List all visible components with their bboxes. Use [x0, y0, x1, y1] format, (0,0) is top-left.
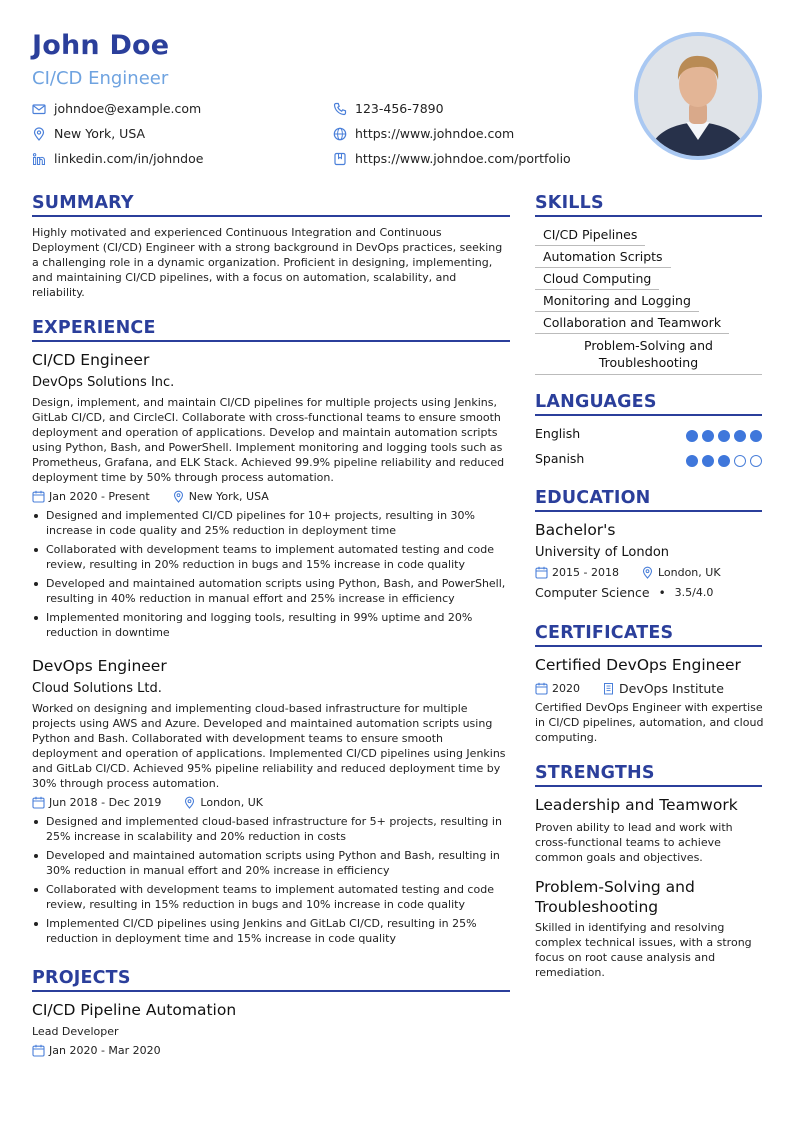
candidate-name: John Doe — [32, 30, 170, 61]
education-location: London, UK — [657, 566, 721, 579]
education-gpa: 3.5/4.0 — [674, 586, 714, 599]
job-dates: Jan 2020 - Present — [49, 490, 150, 503]
education-divider — [535, 510, 762, 512]
job-company: Cloud Solutions Ltd. — [32, 681, 162, 696]
rating-dot-filled — [702, 430, 714, 442]
skills-heading: SKILLS — [535, 193, 604, 213]
skill-tag: Automation Scripts — [535, 249, 671, 268]
contact-email[interactable] — [32, 101, 201, 116]
rating-dot-empty — [750, 455, 762, 467]
job-description: Worked on designing and implementing cloud-based infrastructure for multiple projects using AWS and Azure. Developed and maintained automation scripts using Python and Bash. Collaborated with development teams to ensure smooth deployment and operation of applications. Implemented CI/CD pipelines using Jenkins and GitLab CI/CD. Achieved 95% pipeline reliability and reduced deployment time by 30% through process automation. — [32, 702, 506, 790]
language-rating — [686, 455, 762, 467]
map-pin-icon — [172, 490, 185, 503]
map-pin-icon — [183, 796, 196, 809]
languages-divider — [535, 414, 762, 416]
calendar-icon — [32, 796, 45, 809]
list-item: Developed and maintained automation scripts using Python, Bash, and PowerShell, resulting in 40% reduction in manual effort and 25% increase in efficiency — [32, 576, 514, 606]
linkedin-icon — [32, 152, 46, 166]
strengths-heading: STRENGTHS — [535, 763, 655, 783]
calendar-icon — [32, 490, 45, 503]
project-meta — [32, 1044, 161, 1057]
contact-phone[interactable] — [333, 101, 444, 116]
skill-tag: Cloud Computing — [535, 271, 659, 290]
strengths-divider — [535, 785, 762, 787]
strength-title: Leadership and Teamwork — [535, 796, 738, 814]
calendar-icon — [535, 682, 548, 695]
job-location: London, UK — [200, 796, 264, 809]
map-pin-icon — [641, 566, 654, 579]
job-dates: Jun 2018 - Dec 2019 — [49, 796, 162, 809]
list-item: Collaborated with development teams to implement automated testing and code review, resulting in 20% reduction in bugs and 15% increase in code quality — [32, 542, 514, 572]
location-text: New York, USA — [54, 126, 146, 141]
language-name: Spanish — [535, 451, 585, 466]
globe-icon — [333, 127, 347, 141]
skill-tag: Collaboration and Teamwork — [535, 315, 729, 334]
list-item: Collaborated with development teams to implement automated testing and code review, resulting in 15% reduction in bugs and 10% increase in code quality — [32, 882, 514, 912]
separator-dot: • — [658, 585, 666, 600]
portfolio-text: https://www.johndoe.com/portfolio — [355, 151, 571, 166]
rating-dot-filled — [734, 430, 746, 442]
education-dates: 2015 - 2018 — [552, 566, 619, 579]
rating-dot-filled — [750, 430, 762, 442]
job-location: New York, USA — [188, 490, 269, 503]
rating-dot-filled — [686, 430, 698, 442]
list-item: Designed and implemented CI/CD pipelines for 10+ projects, resulting in 30% increase in code quality and 25% reduction in deployment time — [32, 508, 514, 538]
summary-divider — [32, 215, 510, 217]
summary-heading: SUMMARY — [32, 193, 134, 213]
job-meta — [32, 490, 269, 503]
school: University of London — [535, 545, 670, 560]
portrait-illustration — [638, 36, 758, 156]
job-meta — [32, 796, 263, 809]
rating-dot-empty — [734, 455, 746, 467]
project-dates: Jan 2020 - Mar 2020 — [49, 1044, 161, 1057]
calendar-icon — [32, 1044, 45, 1057]
skill-tag: Problem-Solving and Troubleshooting — [535, 337, 762, 375]
bookmark-icon — [333, 152, 347, 166]
certificate-name: Certified DevOps Engineer — [535, 656, 741, 674]
phone-text: 123-456-7890 — [355, 101, 444, 116]
map-pin-icon — [32, 127, 46, 141]
language-rating — [686, 430, 762, 442]
rating-dot-filled — [702, 455, 714, 467]
job-title: DevOps Engineer — [32, 657, 167, 675]
candidate-role: CI/CD Engineer — [32, 68, 169, 89]
contact-linkedin[interactable] — [32, 151, 203, 166]
education-field-row — [535, 585, 713, 600]
education-heading: EDUCATION — [535, 488, 651, 508]
certificate-description: Certified DevOps Engineer with expertise in CI/CD pipelines, automation, and cloud computing. — [535, 701, 764, 744]
certificate-year: 2020 — [552, 682, 580, 695]
skill-tag: Monitoring and Logging — [535, 293, 699, 312]
skills-divider — [535, 215, 762, 217]
email-text: johndoe@example.com — [54, 101, 202, 116]
job-company: DevOps Solutions Inc. — [32, 375, 175, 390]
projects-heading: PROJECTS — [32, 968, 131, 988]
skill-tag: CI/CD Pipelines — [535, 227, 645, 246]
job-description: Design, implement, and maintain CI/CD pipelines for multiple projects using Jenkins, GitLab CI/CD, and CircleCI. Collaborate with cross-functional teams to ensure smooth deployment and operation of applications. Develop and maintain automation scripts using Python, Bash, and PowerShell. Implement monitoring and logging tools such as Prometheus, Grafana, and ELK Stack. Achieved 99.9% pipeline reliability and reduced deployment time by 50% through process automation. — [32, 396, 505, 484]
certificates-heading: CERTIFICATES — [535, 623, 674, 643]
summary-text: Highly motivated and experienced Continuous Integration and Continuous Deployment (CI/CD) Engineer with a strong background in DevOps practices, seeking a challenging role in a dynamic organization. Proficient in designing, implementing, and maintaining CI/CD pipelines, with a focus on automation, scalability, and reliability. — [32, 226, 503, 299]
job-title: CI/CD Engineer — [32, 351, 150, 369]
job-achievements — [32, 508, 514, 644]
institution-icon — [602, 682, 615, 695]
experience-heading: EXPERIENCE — [32, 318, 156, 338]
degree: Bachelor's — [535, 521, 616, 539]
projects-divider — [32, 990, 510, 992]
experience-divider — [32, 340, 510, 342]
job-achievements — [32, 814, 514, 950]
phone-icon — [333, 102, 347, 116]
languages-heading: LANGUAGES — [535, 392, 657, 412]
list-item: Implemented monitoring and logging tools, resulting in 99% uptime and 20% reduction in downtime — [32, 610, 514, 640]
rating-dot-filled — [718, 455, 730, 467]
website-text: https://www.johndoe.com — [355, 126, 515, 141]
certificate-meta — [535, 681, 724, 696]
rating-dot-filled — [718, 430, 730, 442]
list-item: Implemented CI/CD pipelines using Jenkins and GitLab CI/CD, resulting in 25% reduction in deployment time and 15% increase in code quality — [32, 916, 514, 946]
envelope-icon — [32, 102, 46, 116]
certificates-divider — [535, 645, 762, 647]
profile-photo — [634, 32, 762, 160]
strength-text: Skilled in identifying and resolving complex technical issues, with a strong focus on root cause analysis and remediation. — [535, 921, 752, 979]
contact-portfolio[interactable] — [333, 151, 571, 166]
education-meta — [535, 566, 721, 579]
certificate-issuer: DevOps Institute — [619, 681, 724, 696]
list-item: Designed and implemented cloud-based infrastructure for 5+ projects, resulting in 25% increase in scalability and 20% reduction in costs — [32, 814, 514, 844]
education-field: Computer Science — [535, 585, 650, 600]
linkedin-text: linkedin.com/in/johndoe — [54, 151, 204, 166]
contact-website[interactable] — [333, 126, 514, 141]
rating-dot-filled — [686, 455, 698, 467]
calendar-icon — [535, 566, 548, 579]
project-role: Lead Developer — [32, 1025, 119, 1038]
strength-text: Proven ability to lead and work with cross-functional teams to achieve common goals and objectives. — [535, 821, 733, 864]
project-title: CI/CD Pipeline Automation — [32, 1001, 237, 1019]
strength-title: Problem-Solving and Troubleshooting — [535, 878, 695, 916]
contact-location — [32, 126, 145, 141]
list-item: Developed and maintained automation scripts using Python and Bash, resulting in 30% reduction in manual effort and 20% increase in efficiency — [32, 848, 514, 878]
language-name: English — [535, 426, 581, 441]
